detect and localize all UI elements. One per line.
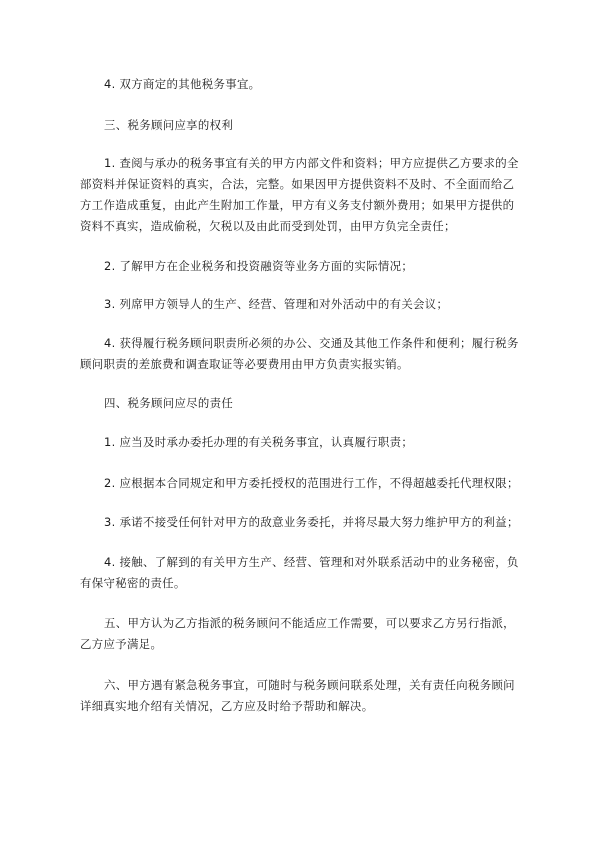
clause-3-4: 4. 双方商定的其他税务事宜。 [104, 77, 261, 91]
rights-item-1: 1. 查阅与承办的税务事宜有关的甲方内部文件和资料；甲方应提供乙方要求的全部资料并保证资料的真实，合法，完整。如果因甲方提供资料不及时、不全面而给乙方工作造成重复，由此产生附加工作量，甲方有义务支付额外费用；如果甲方提供的资料不真实，造成偷税，欠税以及由此而受到处罚，由甲方负完全责任； [80, 156, 519, 233]
section-5-clause: 五、甲方认为乙方指派的税务顾问不能适应工作需要，可以要求乙方另行指派，乙方应予满足。 [80, 616, 515, 651]
section-3-heading: 三、税务顾问应享的权利 [104, 118, 234, 132]
duties-item-4: 4. 接触、了解到的有关甲方生产、经营、管理和对外联系活动中的业务秘密，负有保守秘密的责任。 [80, 555, 519, 590]
section-4-heading: 四、税务顾问应尽的责任 [104, 396, 234, 410]
duties-item-2: 2. 应根据本合同规定和甲方委托授权的范围进行工作，不得超越委托代理权限； [104, 476, 519, 490]
rights-item-2: 2. 了解甲方在企业税务和投资融资等业务方面的实际情况； [104, 259, 414, 273]
duties-item-1: 1. 应当及时承办委托办理的有关税务事宜，认真履行职责； [104, 435, 414, 449]
duties-item-3: 3. 承诺不接受任何针对甲方的敌意业务委托，并将尽最大努力维护甲方的利益； [104, 515, 519, 529]
rights-item-4: 4. 获得履行税务顾问职责所必须的办公、交通及其他工作条件和便利；履行税务顾问职责的差旅费和调查取证等必要费用由甲方负责实报实销。 [80, 336, 519, 371]
section-6-clause: 六、甲方遇有紧急税务事宜，可随时与税务顾问联系处理，关有责任向税务顾问详细真实地介绍有关情况，乙方应及时给予帮助和解决。 [80, 678, 515, 713]
rights-item-3: 3. 列席甲方领导人的生产、经营、管理和对外活动中的有关会议； [104, 297, 449, 311]
